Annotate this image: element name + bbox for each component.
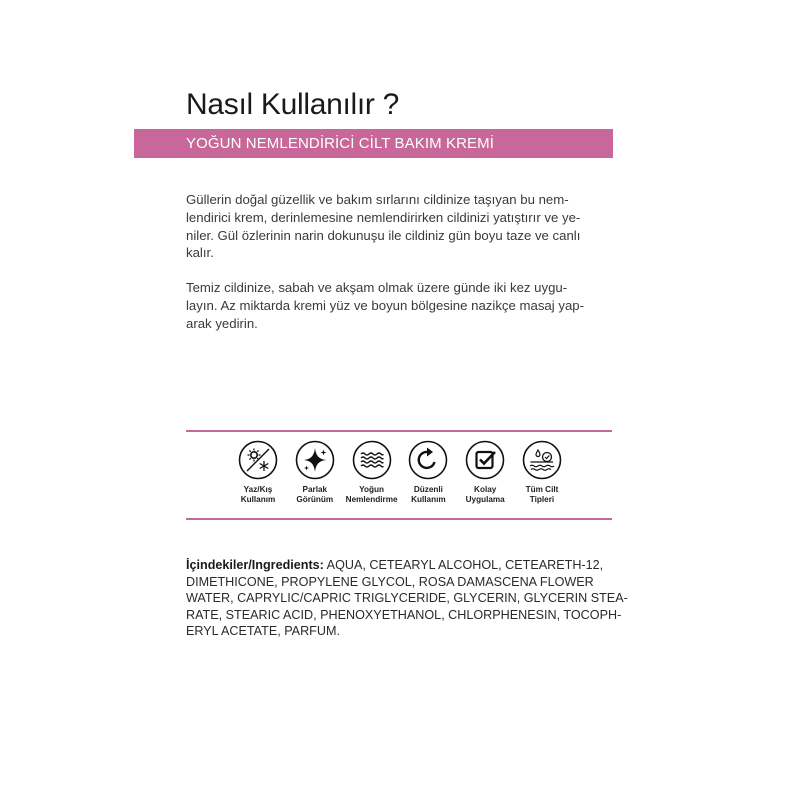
sun-snowflake-icon [238, 440, 278, 480]
feature-item [287, 440, 343, 512]
feature-label-line: Düzenli [413, 485, 443, 494]
feature-label-line: Tipleri [529, 495, 555, 504]
feature-label-line: Nemlendirme [345, 495, 398, 504]
sparkle-icon [295, 440, 335, 480]
checkbox-icon [465, 440, 505, 480]
description-line: kalır. [186, 245, 214, 261]
feature-item [400, 440, 456, 512]
rotate-arrow-icon [408, 440, 448, 480]
feature-icons-row [230, 440, 570, 512]
product-description [186, 191, 614, 262]
product-name-banner: YOĞUN NEMLENDİRİCİ CİLT BAKIM KREMİ [134, 129, 613, 158]
usage-line: layın. Az miktarda kremi yüz ve boyun bölgesine nazikçe masaj yap- [186, 297, 585, 313]
description-line: Güllerin doğal güzellik ve bakım sırlarını cildinize taşıyan bu nem- [186, 192, 569, 207]
feature-label-line: Yaz/Kış [243, 485, 273, 494]
ingredients-list [186, 557, 628, 640]
description-line: niler. Gül özlerinin narin dokunuşu ile cildiniz gün boyu taze ve canlı [186, 227, 581, 243]
page-title: Nasıl Kullanılır ? [186, 88, 400, 121]
usage-line: arak yedirin. [186, 315, 258, 331]
feature-label-line: Kolay [474, 485, 497, 494]
waves-icon [352, 440, 392, 480]
feature-item [344, 440, 400, 512]
ingredients-line: RATE, STEARIC ACID, PHENOXYETHANOL, CHLORPHENESIN, TOCOPH- [186, 607, 622, 622]
usage-instructions [186, 279, 614, 332]
feature-label-line: Kullanım [240, 495, 276, 504]
description-line: lendirici krem, derinlemesine nemlendirirken cildinizi yatıştırır ve ye- [186, 209, 581, 225]
usage-line: Temiz cildinize, sabah ve akşam olmak üzere günde iki kez uygu- [186, 280, 568, 295]
feature-item [230, 440, 286, 512]
ingredients-line: DIMETHICONE, PROPYLENE GLYCOL, ROSA DAMASCENA FLOWER [186, 574, 594, 589]
ingredients-line [186, 557, 614, 574]
feature-label-line: Yoğun [359, 485, 385, 494]
ingredients-line: ERYL ACETATE, PARFUM. [186, 624, 340, 638]
ingredients-line: WATER, CAPRYLIC/CAPRIC TRIGLYCERIDE, GLYCERIN, GLYCERIN STEA- [186, 591, 628, 605]
feature-label-line: Kullanım [411, 495, 446, 504]
feature-item [457, 440, 513, 512]
ingredients-text: AQUA, CETEARYL ALCOHOL, CETEARETH-12, [323, 558, 604, 572]
feature-label-line: Görünüm [296, 495, 334, 504]
skin-layers-icon [522, 440, 562, 480]
feature-label-line: Tüm Cilt [525, 485, 559, 494]
feature-item [514, 440, 570, 512]
divider-bottom [186, 518, 612, 520]
feature-label-line: Parlak [302, 485, 328, 494]
ingredients-label: İçindekiler/Ingredients: [186, 558, 324, 572]
feature-label-line: Uygulama [465, 495, 505, 504]
divider-top [186, 430, 612, 432]
